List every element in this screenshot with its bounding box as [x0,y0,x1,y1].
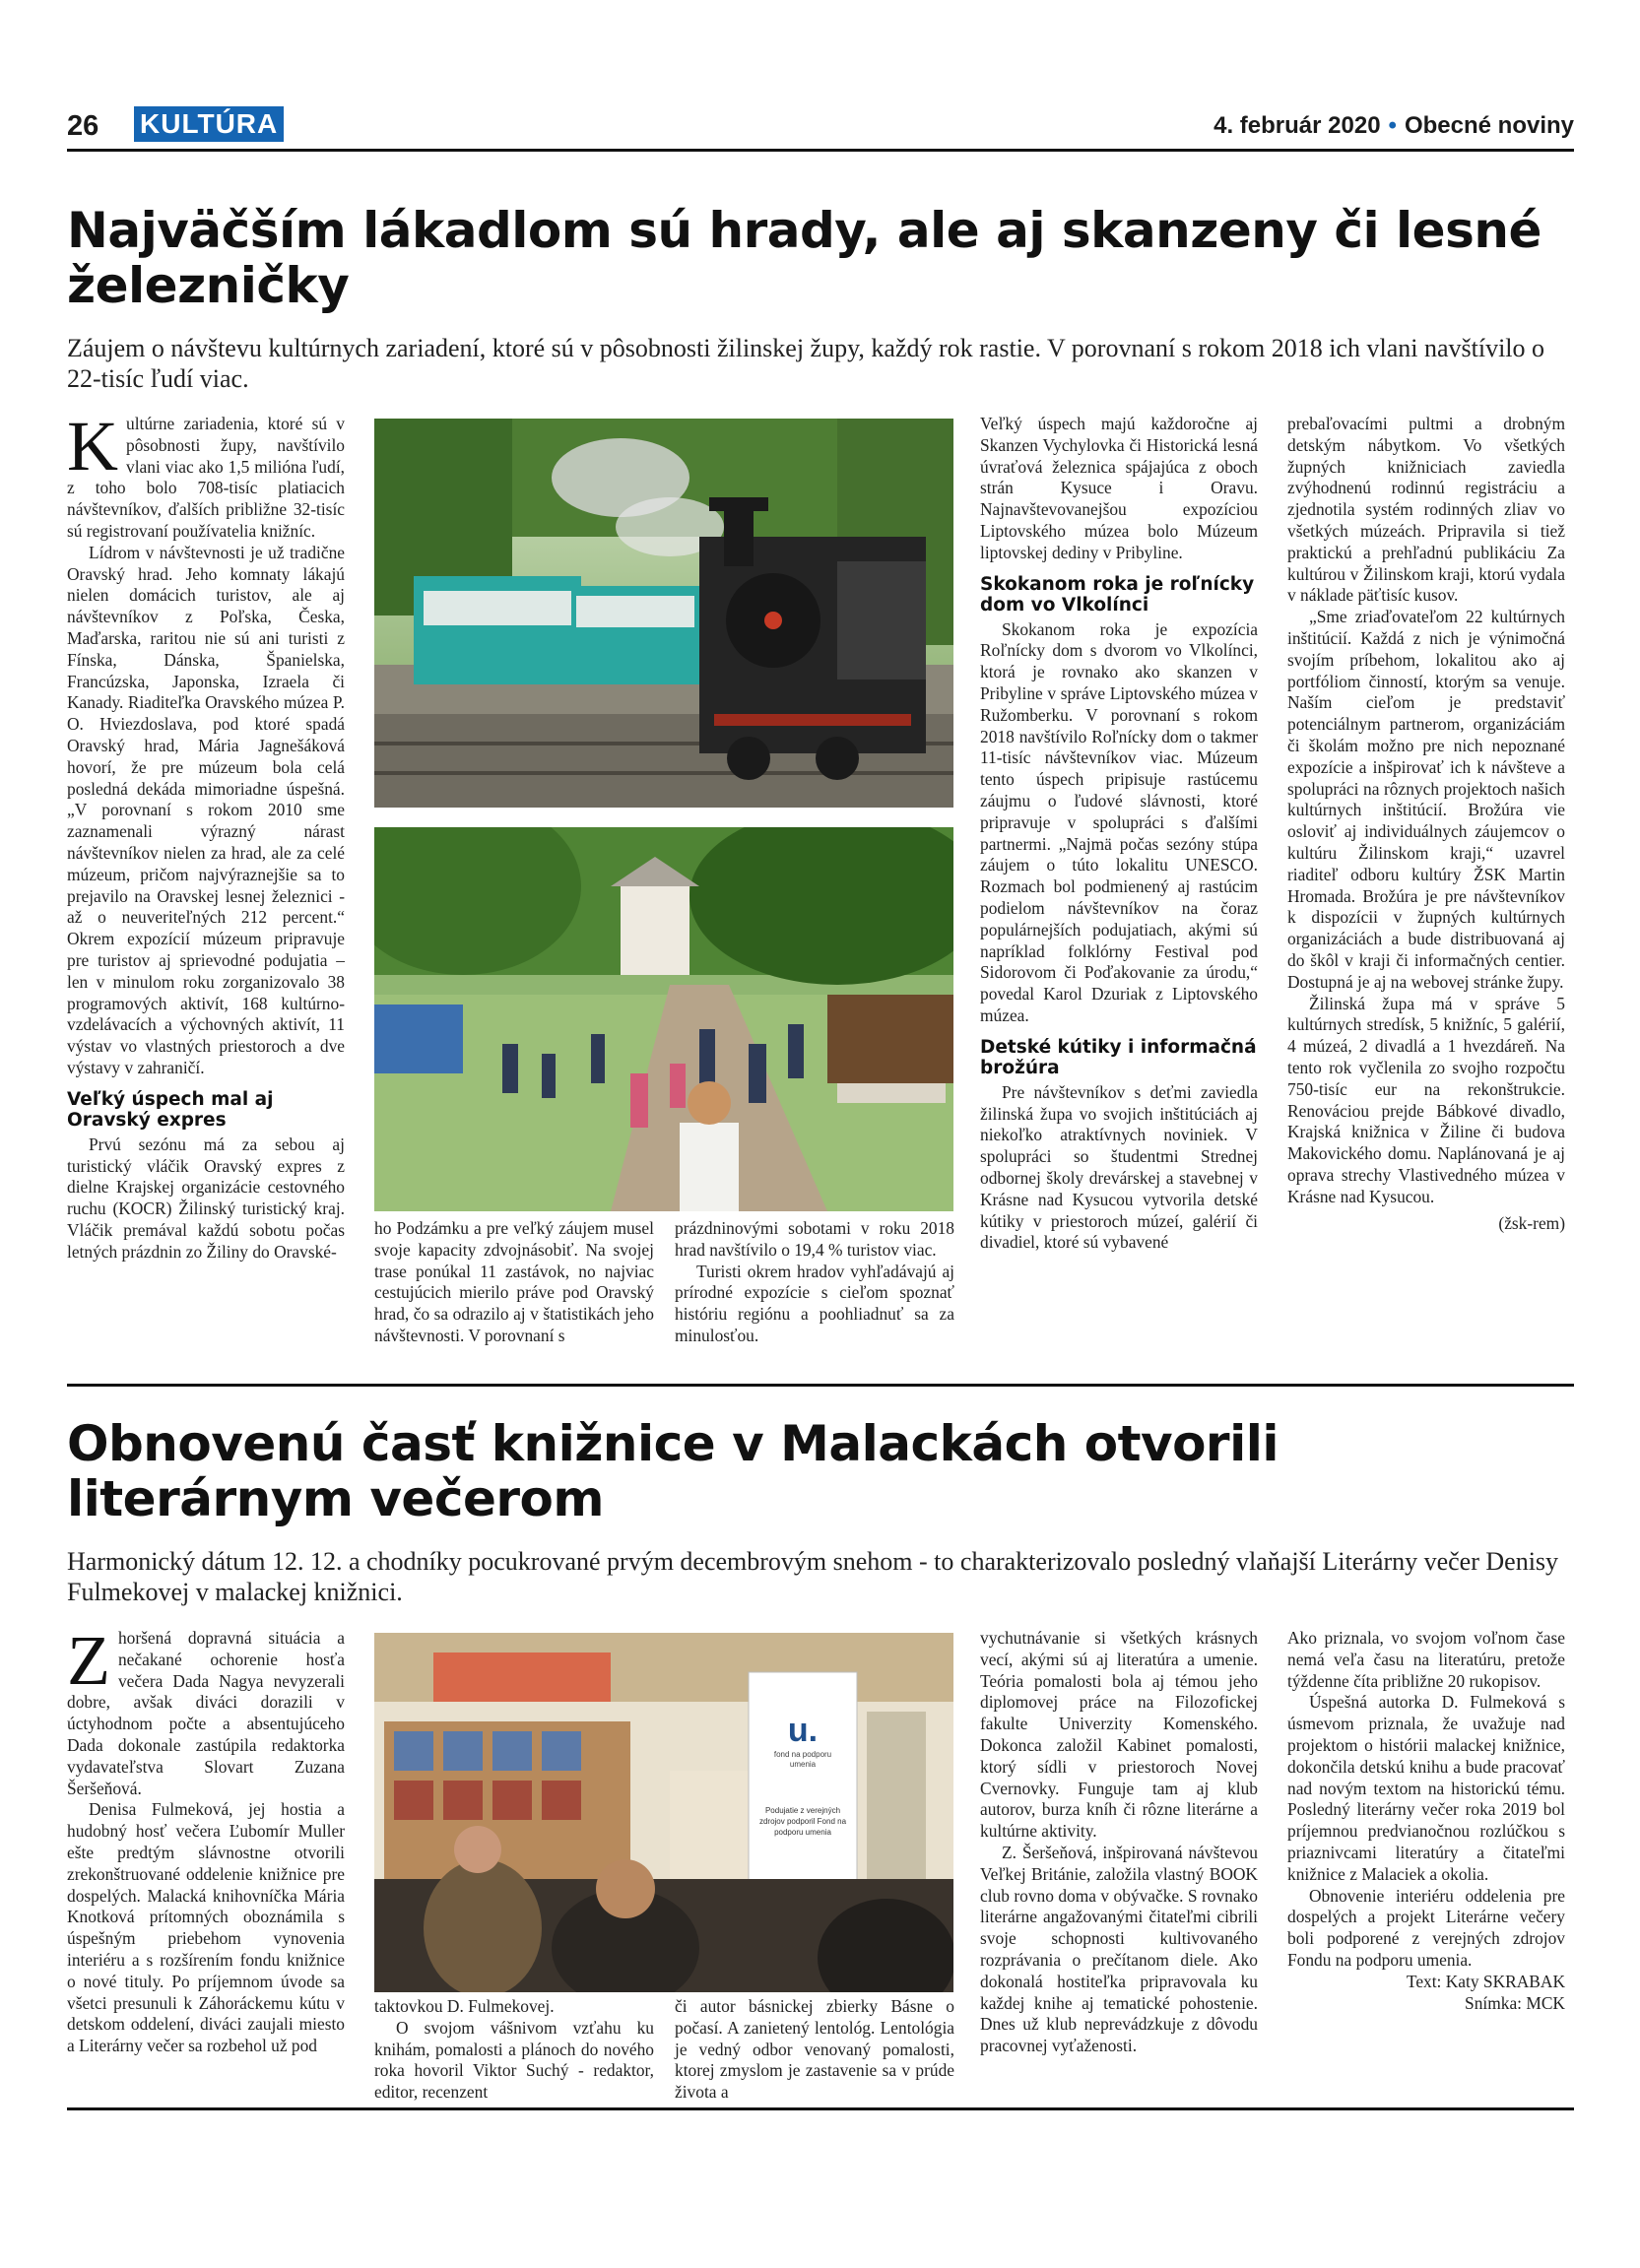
paragraph: Pre návštevníkov s deťmi zaviedla žilinská župa vo svojich inštitúciách aj niekoľko atraktívnych noviniek. V spolupráci so študentmi Strednej odbornej školy drevárskej a stavebnej v Krásne nad Kysucou vytvorila detské kútiky v priestoroch múzeí, galérií či divadiel, ktoré sú vybavené [980,1081,1258,1253]
article1-column-3 [675,1218,954,1347]
paragraph: Z. Šeršeňová, inšpirovaná návštevou Veľkej Británie, založila vlastný BOOK club rovno doma v obývačke. S rovnako literárne angažovanými čitateľmi cibrili svoje schopnosti kultivovaného rozprávania o prečítanom diele. Ako dokonalá hostiteľka pripravovala ku každej knihe aj tematické pohostenie. Dnes už klub neprevádzkuje z dôvodu pracovnej vyťaženosti. [980,1842,1258,2056]
article2-headline: Obnovenú časť knižnice v Malackách otvorili literárnym večerom [67,1415,1279,1527]
article1-column-5 [1287,414,1565,1235]
paragraph: Prvú sezónu má za sebou aj turistický vláčik Oravský expres z dielne Krajskej organizácie cestovného ruchu (KOCR) Žilinský turistický kraj. Vláčik premával každú sobotu počas letných prázdnin zo Žiliny do Oravské- [67,1134,345,1262]
paragraph: Skokanom roka je expozícia Roľnícky dom s dvorom vo Vlkolínci, ktorá je rovnako ako skanzen v Pribyline v správe Liptovského múzea v Ružomberku. V porovnaní s rokom 2018 navštívilo Roľnícky dom o takmer 11-tisíc návštevníkov viac. Múzeum tento úspech pripisuje rastúcemu záujmu o ľudové slávnosti, ktoré pripravuje v spolupráci s ďalšími partnermi. „Najmä počas sezóny stúpa záujem o túto lokalitu UNESCO. Rozmach bol podmienený aj rastúcim podielom návštevníkov na čoraz populárnejších podujatiach, akými sú napríklad folklórny Festival pod Sidorovom či Poďakovanie za úrodu,“ povedal Karol Dzuriak z Liptovského múzea. [980,618,1258,1025]
separator-dot: • [1388,112,1397,139]
article2-column-4 [980,1628,1258,2057]
paragraph: Lídrom v návštevnosti je už tradične Oravský hrad. Jeho komnaty lákajú nielen domácich turistov, ale aj návštevníkov z Poľska, Česka, Maďarska, raritou nie sú ani turisti z Fínska, Dánska, Španielska, Francúzska, Japonska, Izraela či Kanady. Riaditeľka Oravského múzea P. O. Hviezdoslava, pod ktoré spadá Oravský hrad, Mária Jagnešáková hovorí, že pre múzeum bola celá posledná dekáda mimoriadne úspešná. „V porovnaní s rokom 2010 sme zaznamenali výrazný nárast návštevníkov nielen za hrad, ale za celé múzeum, pričom najvýraznejšie sa to prejavilo na Oravskej lesnej železnici - až o neuveriteľných 212 percent.“ Okrem expozícií múzeum pripravuje pre turistov aj sprievodné podujatia – len v minulom roku zorganizovalo 38 programových aktivít, 168 kultúrno-vzdelávacích a výchovných aktivít, 11 výstav vo vlastných priestoroch a dve výstavy v zahraničí. [67,542,345,1077]
paragraph: Turisti okrem hradov vyhľadávajú aj prírodné expozície s cieľom spoznať históriu regiónu a poohliadnuť sa za minulosťou. [675,1261,954,1345]
paragraph: ho Podzámku a pre veľký záujem musel svoje kapacity zdvojnásobiť. Na svojej trase ponúkal 11 zastávok, no najviac cestujúcich mierilo práve pod Oravský hrad, čo sa odrazilo aj v štatistikách jeho návštevnosti. V porovnaní s [374,1218,654,1345]
paragraph: Ako priznala, vo svojom voľnom čase nemá veľa času na literatúru, pretože týždenne číta približne 20 rukopisov. [1287,1628,1565,1691]
paragraph: Úspešná autorka D. Fulmeková s úsmevom priznala, že uvažuje nad projektom o histórii malackej knižnice, dokončila detskú knihu a bude pracovať nad novým textom na historickú tému. Posledný literárny večer roka 2019 bol príjemnou predvianočnou rozlúčkou s priaznivcami literatúry a čitateľmi knižnice z Malaciek a okolia. [1287,1692,1565,1884]
author-signature: (žsk-rem) [1498,1213,1565,1234]
page-header [67,102,1574,150]
publication-name: Obecné noviny [1404,112,1574,139]
paragraph: vychutnávanie si všetkých krásnych vecí, akými sú aj literatúra a umenie. Teória pomalosti bola aj témou jeho diplomovej práce na Filozofickej fakulte Univerzity Komenského. Dokonca založil Kabinet pomalosti, ktorý sídli v priestoroch Novej Cvernovky. Funguje tam aj klub autorov, burza kníh či rôzne literárne a kultúrne aktivity. [980,1628,1258,1842]
fund-banner [749,1672,857,1918]
photo-festival-crowd [374,827,953,1211]
article2-column-1 [67,1621,345,2057]
article2-column-2 [374,1996,654,2104]
paragraph: O svojom vášnivom vzťahu ku knihám, pomalosti a plánoch do nového roka hovoril Viktor Suchý - redaktor, editor, recenzent [374,2017,654,2103]
library-image [374,1633,953,1992]
article1-column-4 [980,414,1258,1254]
paragraph: Veľký úspech majú každoročne aj Skanzen Vychylovka či Historická lesná úvraťová železnica spájajúca z oboch strán Kysuce i Oravu. Najnavštevovanejšou expozíciou Liptovského múzea bolo Múzeum liptovskej dediny v Pribyline. [980,414,1258,562]
subheading: Veľký úspech mal aj Oravský expres [67,1088,274,1131]
footer-rule [67,2107,1574,2110]
article-divider [67,1384,1574,1387]
article1-column-1 [67,407,345,1263]
issue-date: 4. február 2020 [1214,112,1381,139]
paragraph: horšená dopravná situácia a nečakané ochorenie hosťa večera Dada Nagya nevyzerali dobre, avšak diváci dorazili v úctyhodnom počte a absentujúceho Dada dokonale zastúpila redaktorka vydavateľstva Slovart Zuzana Šeršeňová. [67,1628,345,1798]
paragraph: „Sme zriaďovateľom 22 kultúrnych inštitúcií. Každá z nich je výnimočná svojím príbehom, lokalitou ako aj portfóliom činností, ktorým sa venuje. Naším cieľom je predstaviť potenciálnym partnerom, organizáciám či školám možno pre nich nepoznané expozície a inšpirovať ich k návšteve a spolupráci na rôznych projektoch našich kultúrnych inštitúcií. Brožúra vie osloviť aj individuálnych záujemcov o kultúru Žilinskom kraji,“ uzavrel riaditeľ odboru kultúry ŽSK Martin Hromada. Brožúra je pre návštevníkov k dispozícii v župných kultúrnych organizáciách a bude distribuovaná aj do škôl v kraji či informačných centier. Dostupná je aj na webovej stránke župy. [1287,607,1565,992]
article2-column-3 [675,1996,954,2104]
article1-lead: Záujem o návštevu kultúrnych zariadení, ktoré sú v pôsobnosti žilinskej župy, každý rok rastie. V porovnaní s rokom 2018 ich vlani navštívilo o 22-tisíc ľudí viac. [67,334,1545,393]
subheading: Detské kútiky i informačná brožúra [980,1036,1257,1078]
fund-banner-text: Podujatie z verejných zdrojov podporil Fond na podporu umenia [758,1806,847,1837]
fund-logo-text: fond na podporu umenia [773,1750,832,1769]
train-image [374,419,953,808]
paragraph: či autor básnickej zbierky Básne o počasí. A zanietený lentológ. Lentológia je vedný odbor venovaný pomalosti, ktorej zmyslom je zastavenie sa v prúde života a [675,1996,954,2103]
photo-steam-train [374,419,953,808]
paragraph: Denisa Fulmeková, jej hostia a hudobný hosť večera Ľubomír Muller ešte predtým slávnostne otvorili zrekonštruované oddelenie knižnice pre dospelých. Malacká knihovníčka Mária Knotková prítomných oboznámila s úspešným priebehom vynovenia interiéru a s rozšírením fondu knižnice o nové tituly. Po príjemnom úvode sa všetci presunuli k Záhoráckemu kútu v detskom oddelení, diváci zaujali miesto a Literárny večer sa rozbehol už pod [67,1799,345,2056]
page-number: 26 [67,110,99,142]
paragraph: taktovkou D. Fulmekovej. [374,1996,555,2016]
paragraph: Žilinská župa má v správe 5 kultúrnych stredísk, 5 knižníc, 5 galérií, 4 múzeá, 2 divadlá a 1 hvezdáreň. Na tento rok vyčlenila zo svojho rozpočtu 750-tisíc eur na rekonštrukcie. Renováciou prejde Bábkové divadlo, Krajská knižnica v Žiline či budova Makovického domu. Naplánovaná je aj oprava strechy Vlastivedného múzea v Krásne nad Kysucou. [1287,993,1565,1206]
paragraph: prázdninovými sobotami v roku 2018 hrad navštívilo o 19,4 % turistov viac. [675,1218,954,1260]
article2-lead: Harmonický dátum 12. 12. a chodníky pocukrované prvým decembrovým snehom - to charakterizovalo posledný vlaňajší Literárny večer Denisy Fulmekovej v malackej knižnici. [67,1547,1559,1606]
fund-logo: u. [787,1712,819,1749]
article1-column-2 [374,1218,654,1347]
article1-headline: Najväčším lákadlom sú hrady, ale aj skanzeny či lesné železničky [67,202,1542,314]
paragraph: prebaľovacími pultmi a drobným detským nábytkom. Vo všetkých župných knižniciach zaviedla zvýhodnenú rodinnú registráciu a zjednotila systém rodinných zliav vo všetkých múzeách. Pripravila si tiež praktickú a prehľadnú publikáciu Za kultúrou v Žilinskom kraji, ktorú vydala v náklade päťtisíc kusov. [1287,414,1565,606]
photo-credit: Snímka: MCK [1465,1992,1565,2013]
paragraph: ultúrne zariadenia, ktoré sú v pôsobnosti župy, navštívilo vlani viac ako 1,5 milióna ľudí, z toho bolo 708-tisíc platiacich návštevníkov, ďalších približne 32-tisíc sú registrovaní používatelia knižníc. [67,414,345,541]
paragraph: Obnovenie interiéru oddelenia pre dospelých a projekt Literárne večery boli podporené z verejných zdrojov Fondu na podporu umenia. [1287,1885,1565,1970]
subheading: Skokanom roka je roľnícky dom vo Vlkolínci [980,573,1255,616]
article2-column-5 [1287,1628,1565,2014]
issue-info [1214,112,1574,140]
dropcap: K [67,407,118,486]
photo-library-event [374,1633,953,1992]
header-rule [67,149,1574,152]
dropcap: Z [67,1621,110,1700]
crowd-image [374,827,953,1211]
text-credit: Text: Katy SKRABAK [1406,1971,1565,1991]
section-label: KULTÚRA [134,106,284,142]
